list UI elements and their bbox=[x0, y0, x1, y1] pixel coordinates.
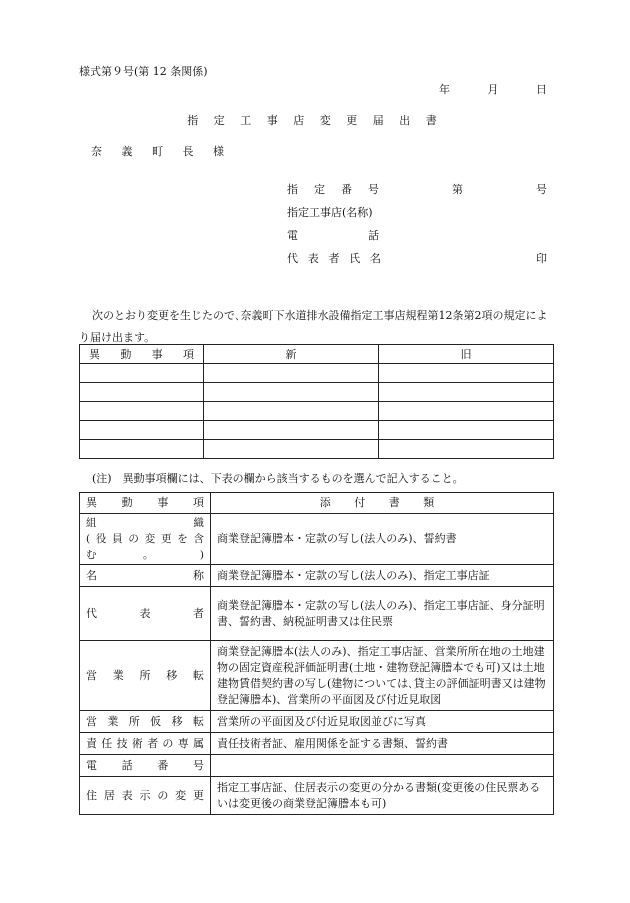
docs-name: 商業登記簿謄本・定款の写し(法人のみ)、指定工事店証 bbox=[211, 565, 554, 587]
change-table-row bbox=[80, 364, 554, 383]
item-phone-number: 電 話 番 号 bbox=[80, 755, 211, 777]
attachments-header bbox=[80, 493, 554, 514]
addressee: 奈 義 町 長 様 bbox=[91, 145, 232, 158]
docs-temporary-relocation: 営業所の平面図及び付近見取図並びに写真 bbox=[211, 711, 554, 733]
item-address-change: 住 居 表 示 の 変 更 bbox=[80, 777, 211, 815]
seal-mark: 印 bbox=[536, 252, 547, 265]
number-suffix: 号 bbox=[536, 183, 547, 196]
shop-name-label: 指定工事店(名称) bbox=[287, 206, 373, 219]
docs-office-relocation: 商業登記簿謄本(法人のみ)、指定工事店証、営業所所在地の土地建物の固定資産税評価証明書(土地・建物登記簿謄本でも可)又は土地建物賃借契約書の写し(建物については､貸主の評価証明書又は建物登記簿謄本)、営業所の平面図及び付近見取図 bbox=[211, 641, 554, 711]
row-name bbox=[80, 565, 554, 587]
attachments-table bbox=[79, 492, 554, 815]
header-change-item: 異 動 事 項 bbox=[80, 493, 211, 514]
header-new: 新 bbox=[204, 345, 379, 364]
change-new-cell[interactable] bbox=[204, 383, 379, 402]
note: (注) 異動事項欄には、下表の欄から該当するものを選んで記入すること。 bbox=[92, 472, 464, 485]
header-item: 異 動 事 項 bbox=[80, 345, 204, 364]
change-table-row bbox=[80, 383, 554, 402]
change-item-cell[interactable] bbox=[80, 364, 204, 383]
representative-row bbox=[287, 250, 547, 266]
change-old-cell[interactable] bbox=[379, 402, 554, 421]
shop-name-row bbox=[287, 204, 547, 220]
change-old-cell[interactable] bbox=[379, 383, 554, 402]
change-new-cell[interactable] bbox=[204, 402, 379, 421]
change-table bbox=[79, 344, 554, 459]
row-representative bbox=[80, 587, 554, 641]
change-old-cell[interactable] bbox=[379, 440, 554, 459]
change-old-cell[interactable] bbox=[379, 421, 554, 440]
form-number: 様式第９号(第 12 条関係) bbox=[79, 65, 208, 78]
change-new-cell[interactable] bbox=[204, 440, 379, 459]
item-name: 名 称 bbox=[80, 565, 211, 587]
change-old-cell[interactable] bbox=[379, 364, 554, 383]
date-day: 日 bbox=[536, 83, 547, 96]
change-table-row bbox=[80, 440, 554, 459]
body-text: 次のとおり変更を生じたので､奈義町下水道排水設備指定工事店規程第12条第2項の規定により届け出ます。 bbox=[79, 309, 548, 344]
row-phone-number bbox=[80, 755, 554, 777]
designation-number-label: 指 定 番 号 bbox=[287, 183, 379, 196]
phone-row bbox=[287, 227, 547, 243]
document-title: 指 定 工 事 店 変 更 届 出 書 bbox=[187, 114, 443, 127]
change-item-cell[interactable] bbox=[80, 402, 204, 421]
docs-phone-number bbox=[211, 755, 554, 777]
row-office-relocation bbox=[80, 641, 554, 711]
change-table-row bbox=[80, 402, 554, 421]
change-item-cell[interactable] bbox=[80, 440, 204, 459]
item-office-relocation: 営 業 所 移 転 bbox=[80, 641, 211, 711]
change-new-cell[interactable] bbox=[204, 364, 379, 383]
designation-number-row bbox=[287, 181, 547, 197]
date-line bbox=[439, 81, 547, 97]
item-chief-engineer: 責 任 技 術 者 の 専 属 bbox=[80, 733, 211, 755]
item-temporary-relocation: 営 業 所 仮 移 転 bbox=[80, 711, 211, 733]
number-prefix: 第 bbox=[452, 183, 463, 196]
row-organization bbox=[80, 514, 554, 565]
change-table-row bbox=[80, 421, 554, 440]
row-chief-engineer bbox=[80, 733, 554, 755]
change-table-header bbox=[80, 345, 554, 364]
docs-representative: 商業登記簿謄本・定款の写し(法人のみ)、指定工事店証、身分証明書、誓約書、納税証明書又は住民票 bbox=[211, 587, 554, 641]
representative-label: 代 表 者 氏 名 bbox=[287, 252, 381, 265]
docs-address-change: 指定工事店証、住居表示の変更の分かる書類(変更後の住民票あるいは変更後の商業登記簿謄本も可) bbox=[211, 777, 554, 815]
row-address-change bbox=[80, 777, 554, 815]
item-organization: 組 織 ( 役 員 の 変 更 を 含 む 。 ) bbox=[80, 514, 211, 565]
change-new-cell[interactable] bbox=[204, 421, 379, 440]
docs-organization: 商業登記簿謄本・定款の写し(法人のみ)、誓約書 bbox=[211, 514, 554, 565]
docs-chief-engineer: 責任技術者証、雇用関係を証する書類、誓約書 bbox=[211, 733, 554, 755]
header-attachments: 添 付 書 類 bbox=[211, 493, 554, 514]
phone-label: 電 話 bbox=[287, 229, 379, 242]
row-temporary-relocation bbox=[80, 711, 554, 733]
item-representative: 代 表 者 bbox=[80, 587, 211, 641]
date-year: 年 bbox=[439, 83, 450, 96]
change-item-cell[interactable] bbox=[80, 421, 204, 440]
date-month: 月 bbox=[487, 83, 499, 96]
header-old: 旧 bbox=[379, 345, 554, 364]
change-item-cell[interactable] bbox=[80, 383, 204, 402]
